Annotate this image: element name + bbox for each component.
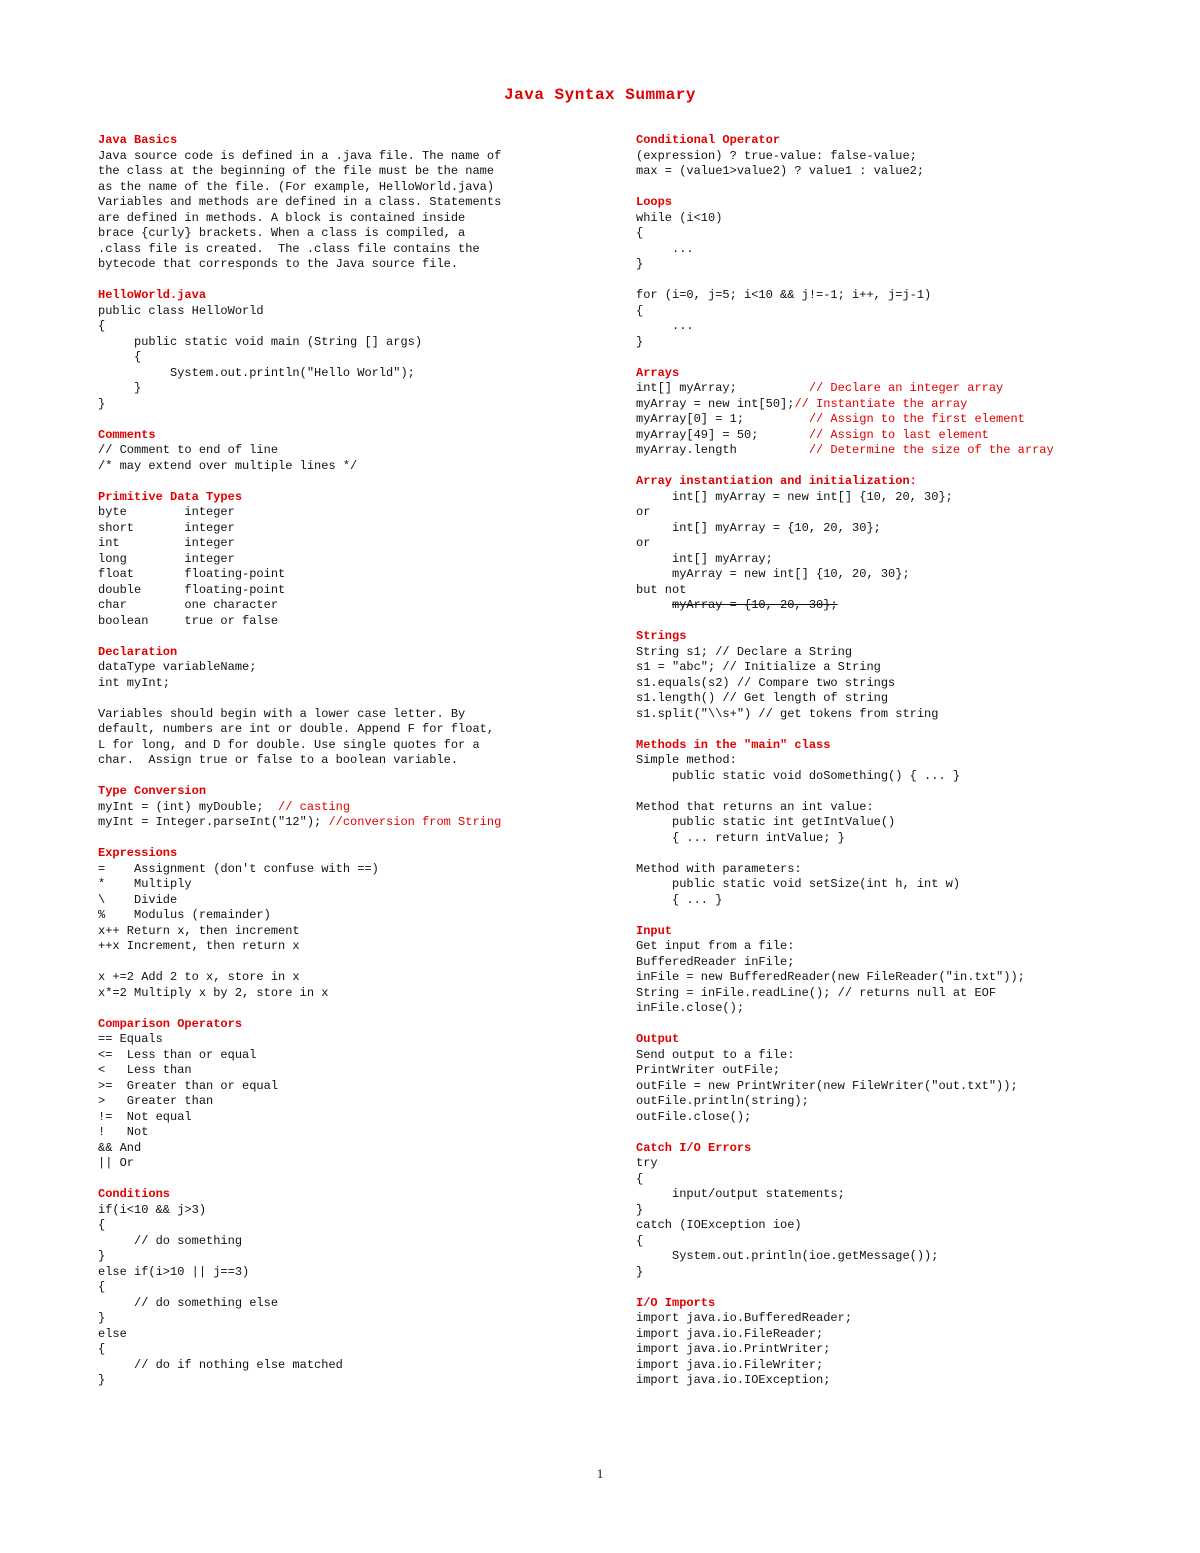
section-heading: Comparison Operators [98, 1016, 243, 1031]
operator-row: \ Divide [98, 892, 178, 907]
code-comment: //conversion from String [328, 815, 502, 829]
code-line: public class HelloWorld [98, 303, 264, 318]
operator-row: x +=2 Add 2 to x, store in x [98, 970, 300, 984]
code-text: myArray.length [636, 443, 809, 457]
text-line: Variables and methods are defined in a class. Statements [98, 195, 502, 209]
code-line: inFile.close(); [636, 1001, 745, 1015]
code-line: } [98, 396, 106, 411]
code-comment: // Instantiate the array [794, 396, 968, 411]
code-line: PrintWriter outFile; [636, 1063, 781, 1077]
code-line: } [636, 334, 644, 349]
code-line: (expression) ? true-value: false-value; [636, 148, 917, 163]
code-line: { ... return intValue; } [636, 830, 845, 845]
operator-row: x++ Return x, then increment [98, 923, 300, 938]
code-line: // do something else [98, 1295, 279, 1310]
code-line: { [636, 303, 644, 318]
code-line: { ... } [636, 892, 723, 907]
section-strings [636, 629, 1176, 722]
operator-row: && And [98, 1140, 142, 1155]
code-line: or [636, 505, 651, 519]
code-line: int[] myArray = {10, 20, 30}; [636, 520, 881, 535]
code-text: int[] myArray; [636, 381, 809, 395]
text-line: the class at the beginning of the file must be the name [98, 164, 495, 178]
code-text: myInt = (int) myDouble; [98, 799, 279, 814]
text-line: char. Assign true or false to a boolean variable. [98, 753, 459, 767]
type-row: short integer [98, 520, 235, 535]
code-line: ... [636, 241, 694, 256]
text-line: as the name of the file. (For example, HelloWorld.java) [98, 179, 495, 194]
section-arrays [636, 366, 1176, 459]
operator-row: == Equals [98, 1032, 163, 1046]
blank-line [98, 955, 598, 971]
text-line: L for long, and D for double. Use single quotes for a [98, 737, 480, 752]
code-line: import java.io.FileReader; [636, 1326, 824, 1341]
operator-row: > Greater than [98, 1094, 214, 1108]
operator-row: x*=2 Multiply x by 2, store in x [98, 985, 329, 1000]
text-line: are defined in methods. A block is contained inside [98, 210, 466, 225]
code-line: { [98, 319, 106, 333]
code-line: Method that returns an int value: [636, 799, 874, 814]
code-line: { [98, 1342, 106, 1356]
code-line: Get input from a file: [636, 939, 795, 953]
code-line: or [636, 536, 651, 550]
operator-row: ! Not [98, 1125, 149, 1139]
code-line: if(i<10 && j>3) [98, 1202, 207, 1217]
code-line: import java.io.IOException; [636, 1373, 831, 1387]
operator-row: || Or [98, 1156, 135, 1170]
code-line: String = inFile.readLine(); // returns null at EOF [636, 985, 997, 1000]
code-line: } [636, 1202, 644, 1217]
code-line: ... [636, 319, 694, 333]
text-line: bytecode that corresponds to the Java source file. [98, 257, 459, 271]
section-heading: Conditions [98, 1187, 171, 1201]
blank-line [636, 846, 1176, 862]
type-row: long integer [98, 551, 235, 566]
code-text: myArray[0] = 1; [636, 412, 809, 426]
code-line: { [636, 1171, 644, 1186]
section-heading: Output [636, 1032, 680, 1046]
section-io-errors [636, 1141, 1176, 1281]
code-line: { [98, 350, 142, 364]
type-row: byte integer [98, 505, 235, 519]
right-column [636, 133, 1176, 1389]
code-line [636, 381, 1176, 397]
code-line: } [98, 1373, 106, 1387]
code-line: s1.split("\\s+") // get tokens from string [636, 706, 939, 721]
code-line: } [98, 1311, 106, 1325]
section-conditional-operator [636, 133, 1176, 180]
code-comment: // casting [278, 799, 351, 814]
section-heading: Arrays [636, 365, 680, 380]
code-text: myArray[49] = 50; [636, 427, 809, 442]
section-heading: Strings [636, 629, 687, 643]
code-line: try [636, 1156, 658, 1170]
section-java-basics [98, 133, 598, 273]
operator-row: <= Less than or equal [98, 1047, 257, 1062]
section-heading: Primitive Data Types [98, 489, 243, 504]
operator-row: % Modulus (remainder) [98, 908, 271, 922]
section-array-init [636, 474, 1176, 614]
text-line: brace {curly} brackets. When a class is compiled, a [98, 226, 466, 240]
code-comment: // Assign to the first element [808, 412, 1025, 426]
code-line: outFile.close(); [636, 1109, 752, 1124]
code-line: import java.io.PrintWriter; [636, 1342, 831, 1356]
section-heading: Java Basics [98, 133, 178, 147]
code-line: int[] myArray = new int[] {10, 20, 30}; [636, 489, 953, 504]
code-line [636, 412, 1176, 428]
code-line: else [98, 1326, 127, 1341]
operator-row: != Not equal [98, 1109, 192, 1124]
code-line: // do if nothing else matched [98, 1357, 343, 1372]
code-line [636, 443, 1176, 459]
code-line: { [98, 1218, 106, 1232]
text-line: Java source code is defined in a .java file. The name of [98, 148, 502, 163]
code-line: for (i=0, j=5; i<10 && j!=-1; i++, j=j-1) [636, 288, 932, 302]
code-line: BufferedReader inFile; [636, 954, 795, 969]
blank-line [636, 273, 1176, 289]
code-line: { [636, 1233, 644, 1248]
code-line: max = (value1>value2) ? value1 : value2; [636, 164, 925, 178]
type-row: double floating-point [98, 582, 286, 597]
page-number: 1 [596, 1466, 604, 1481]
code-line: but not [636, 582, 687, 597]
invalid-code: myArray = {10, 20, 30}; [672, 598, 838, 612]
code-line: System.out.println("Hello World"); [98, 365, 415, 380]
code-line: } [98, 381, 142, 395]
code-line: myArray = new int[] {10, 20, 30}; [636, 567, 910, 581]
code-comment: // Determine the size of the array [808, 443, 1054, 457]
code-line: public static void doSomething() { ... } [636, 768, 961, 783]
code-line: { [636, 226, 644, 240]
section-type-conversion [98, 784, 598, 831]
section-output [636, 1032, 1176, 1125]
code-line: } [98, 1249, 106, 1263]
section-heading: Type Conversion [98, 784, 207, 798]
code-line: System.out.println(ioe.getMessage()); [636, 1249, 939, 1263]
code-line: public static void main (String [] args) [98, 334, 423, 349]
code-line: Simple method: [636, 753, 737, 767]
section-heading: Catch I/O Errors [636, 1140, 752, 1155]
code-line: /* may extend over multiple lines */ [98, 458, 358, 473]
section-heading: Array instantiation and initialization: [636, 474, 917, 488]
code-line: s1.equals(s2) // Compare two strings [636, 675, 896, 690]
code-line: public static void setSize(int h, int w) [636, 877, 961, 891]
type-row: float floating-point [98, 567, 286, 581]
operator-row: * Multiply [98, 877, 192, 891]
section-comparison-operators [98, 1017, 598, 1172]
section-primitive-types [98, 490, 598, 630]
section-heading: I/O Imports [636, 1295, 716, 1310]
code-line: Method with parameters: [636, 861, 802, 876]
operator-row: ++x Increment, then return x [98, 939, 300, 953]
blank-line [636, 784, 1176, 800]
code-line: input/output statements; [636, 1187, 845, 1201]
code-line: int[] myArray; [636, 551, 773, 566]
type-row: boolean true or false [98, 613, 279, 628]
section-declaration [98, 645, 598, 769]
section-conditions [98, 1187, 598, 1389]
code-line: { [98, 1280, 106, 1294]
text-line: Variables should begin with a lower case letter. By [98, 706, 466, 721]
code-line: } [636, 1264, 644, 1279]
page-title: Java Syntax Summary [504, 86, 696, 104]
code-line: // do something [98, 1233, 243, 1248]
section-heading: Expressions [98, 846, 178, 860]
code-line: String s1; // Declare a String [636, 644, 853, 659]
code-line [98, 800, 598, 816]
code-line: int myInt; [98, 675, 171, 690]
section-comments [98, 428, 598, 475]
section-heading: Conditional Operator [636, 133, 781, 147]
code-line: // Comment to end of line [98, 443, 279, 457]
type-row: char one character [98, 598, 279, 612]
section-io-imports [636, 1296, 1176, 1389]
code-line: } [636, 257, 644, 271]
code-line: outFile.println(string); [636, 1094, 809, 1108]
code-line: s1 = "abc"; // Initialize a String [636, 660, 881, 674]
code-line [98, 815, 598, 831]
section-heading: Loops [636, 195, 673, 209]
code-line: s1.length() // Get length of string [636, 691, 889, 705]
operator-row: = Assignment (don't confuse with ==) [98, 861, 379, 876]
section-heading: Input [636, 923, 673, 938]
blank-line [98, 691, 598, 707]
code-comment: // Assign to last element [808, 427, 989, 442]
code-line [636, 397, 1176, 413]
code-line: while (i<10) [636, 210, 723, 225]
text-line: default, numbers are int or double. Append F for float, [98, 722, 495, 736]
code-line: Send output to a file: [636, 1047, 795, 1062]
section-loops [636, 195, 1176, 350]
code-line [636, 598, 1176, 614]
section-heading: HelloWorld.java [98, 288, 207, 302]
section-input [636, 924, 1176, 1017]
code-line: import java.io.BufferedReader; [636, 1311, 853, 1325]
section-heading: Methods in the "main" class [636, 737, 831, 752]
code-line: import java.io.FileWriter; [636, 1357, 824, 1372]
code-line: public static int getIntValue() [636, 815, 896, 829]
text-line: .class file is created. The .class file contains the [98, 241, 480, 256]
code-line: else if(i>10 || j==3) [98, 1264, 250, 1279]
operator-row: >= Greater than or equal [98, 1078, 279, 1093]
code-line: dataType variableName; [98, 660, 257, 674]
section-expressions [98, 846, 598, 1001]
code-line: catch (IOException ioe) [636, 1218, 802, 1232]
section-heading: Declaration [98, 644, 178, 659]
section-heading: Comments [98, 427, 156, 442]
section-helloworld [98, 288, 598, 412]
code-line: inFile = new BufferedReader(new FileReader("in.txt")); [636, 970, 1025, 984]
operator-row: < Less than [98, 1063, 192, 1077]
code-text: myArray = new int[50]; [636, 396, 795, 411]
code-text: myInt = Integer.parseInt("12"); [98, 815, 329, 829]
type-row: int integer [98, 536, 235, 550]
section-methods [636, 738, 1176, 909]
left-column [98, 133, 598, 1389]
code-line: outFile = new PrintWriter(new FileWriter("out.txt")); [636, 1078, 1018, 1093]
code-line [636, 428, 1176, 444]
code-comment: // Declare an integer array [808, 381, 1004, 395]
